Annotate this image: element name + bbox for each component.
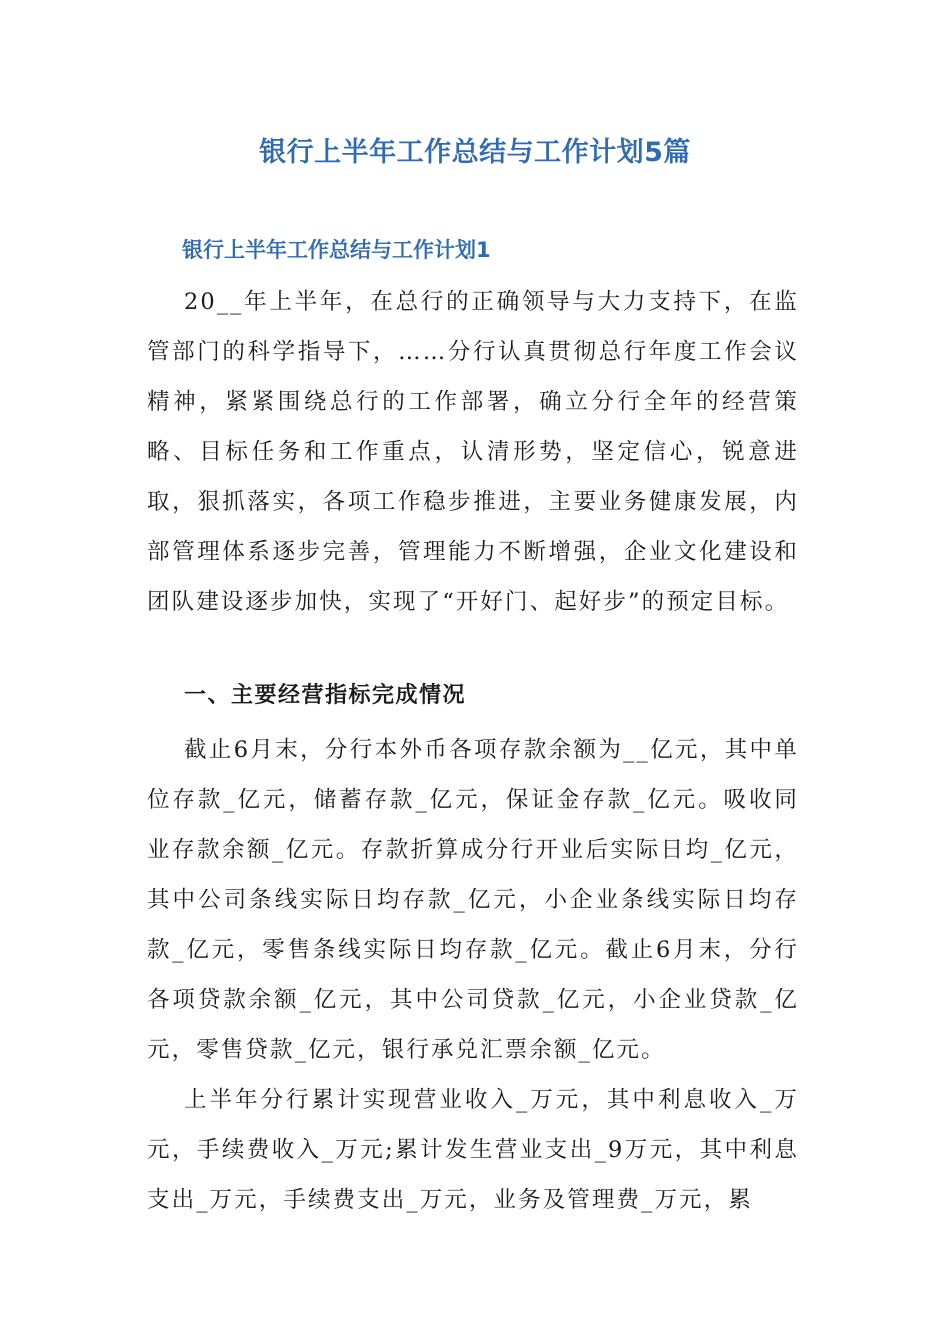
section-title: 银行上半年工作总结与工作计划1 <box>182 238 491 262</box>
heading-main-indicators: 一、主要经营指标完成情况 <box>184 683 467 708</box>
paragraph-intro: 20__年上半年，在总行的正确领导与大力支持下，在监管部门的科学指导下，……分行认真贯彻总行年度工作会议精神，紧紧围绕总行的工作部署，确立分行全年的经营策略、目标任务和工作重点，认清形势，坚定信心，锐意进取，狠抓落实，各项工作稳步推进，主要业务健康发展，内部管理体系逐步完善，管理能力不断增强，企业文化建设和团队建设逐步加快，实现了“开好门、起好步”的预定目标。 <box>147 289 799 615</box>
paragraph-deposits-loans: 截止6月末，分行本外币各项存款余额为__亿元，其中单位存款_亿元，储蓄存款_亿元，保证金存款_亿元。吸收同业存款余额_亿元。存款折算成分行开业后实际日均_亿元，其中公司条线实际日均存款_亿元，小企业条线实际日均存款_亿元，零售条线实际日均存款_亿元。截止6月末，分行各项贷款余额_亿元，其中公司贷款_亿元，小企业贷款_亿元，零售贷款_亿元，银行承兑汇票余额_亿元。 <box>147 737 799 1063</box>
document-title: 银行上半年工作总结与工作计划5篇 <box>259 137 691 168</box>
paragraph-revenue: 上半年分行累计实现营业收入_万元，其中利息收入_万元，手续费收入_万元;累计发生营业支出_9万元，其中利息支出_万元，手续费支出_万元，业务及管理费_万元，累 <box>147 1087 799 1213</box>
